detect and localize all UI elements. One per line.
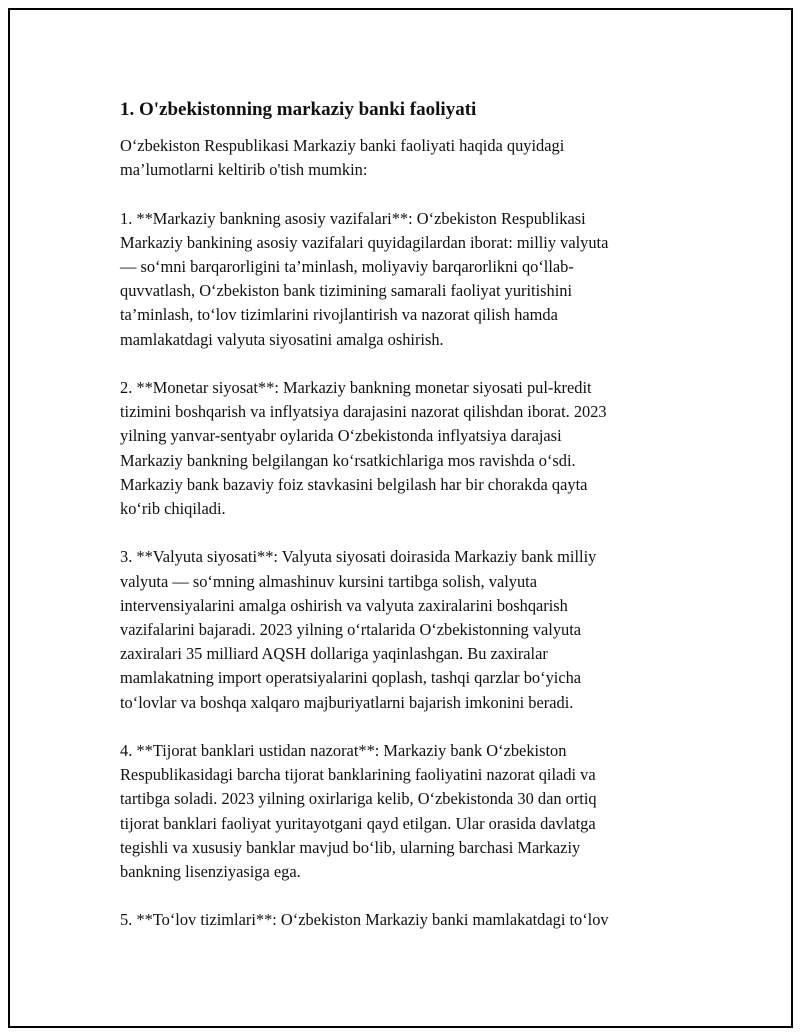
text-line: Markaziy bankining asosiy vazifalari quyidagilardan iborat: milliy valyuta: [120, 232, 609, 252]
section-5-paragraph: [120, 908, 700, 932]
section-1-paragraph: [120, 207, 700, 352]
text-line: to‘lovlar va boshqa xalqaro majburiyatlarni bajarish imkonini beradi.: [120, 692, 574, 712]
text-line: 5. **To‘lov tizimlari**: O‘zbekiston Markaziy banki mamlakatdagi to‘lov: [120, 910, 609, 930]
text-line: tizimini boshqarish va inflyatsiya darajasini nazorat qilishdan iborat. 2023: [120, 402, 607, 422]
document-heading: 1. O'zbekistonning markaziy banki faoliyati: [120, 99, 477, 120]
text-line: tartibga soladi. 2023 yilning oxirlariga kelib, O‘zbekistonda 30 dan ortiq: [120, 789, 597, 809]
text-line: mamlakatning import operatsiyalarini qoplash, tashqi qarzlar bo‘yicha: [120, 668, 582, 688]
text-line: Markaziy bank bazaviy foiz stavkasini belgilash har bir chorakda qayta: [120, 474, 588, 494]
intro-paragraph: [120, 134, 700, 182]
text-line: quvvatlash, O‘zbekiston bank tizimining samarali faoliyat yuritishini: [120, 281, 573, 301]
text-line: yilning yanvar-sentyabr oylarida O‘zbekistonda inflyatsiya darajasi: [120, 426, 562, 446]
text-line: vazifalarini bajaradi. 2023 yilning o‘rtalarida O‘zbekistonning valyuta: [120, 620, 582, 640]
text-line: ta’minlash, to‘lov tizimlarini rivojlantirish va nazorat qilish hamda: [120, 305, 558, 325]
text-line: 4. **Tijorat banklari ustidan nazorat**: Markaziy bank O‘zbekiston: [120, 741, 567, 761]
text-line: 3. **Valyuta siyosati**: Valyuta siyosati doirasida Markaziy bank milliy: [120, 547, 597, 567]
section-3-paragraph: [120, 545, 700, 714]
section-2-paragraph: [120, 376, 700, 521]
text-line: tegishli va xususiy banklar mavjud bo‘lib, ularning barchasi Markaziy: [120, 837, 581, 857]
text-line: Respublikasidagi barcha tijorat banklarining faoliyatini nazorat qiladi va: [120, 765, 596, 785]
text-line: zaxiralari 35 milliard AQSH dollariga yaqinlashgan. Bu zaxiralar: [120, 644, 548, 664]
text-line: valyuta — so‘mning almashinuv kursini tartibga solish, valyuta: [120, 571, 537, 591]
document-body: [120, 98, 700, 957]
text-line: ma’lumotlarni keltirib o'tish mumkin:: [120, 160, 368, 180]
text-line: intervensiyalarini amalga oshirish va valyuta zaxiralarini boshqarish: [120, 595, 568, 615]
text-line: 1. **Markaziy bankning asosiy vazifalari**: O‘zbekiston Respublikasi: [120, 208, 586, 228]
text-line: tijorat banklari faoliyat yuritayotgani qayd etilgan. Ular orasida davlatga: [120, 813, 596, 833]
text-line: mamlakatdagi valyuta siyosatini amalga oshirish.: [120, 329, 444, 349]
text-line: O‘zbekiston Respublikasi Markaziy banki faoliyati haqida quyidagi: [120, 136, 565, 155]
text-line: 2. **Monetar siyosat**: Markaziy bankning monetar siyosati pul-kredit: [120, 378, 592, 397]
section-4-paragraph: [120, 739, 700, 884]
page-frame: [8, 8, 793, 1028]
text-line: — so‘mni barqarorligini ta’minlash, moliyaviy barqarorlikni qo‘llab-: [120, 257, 574, 276]
text-line: Markaziy bankning belgilangan ko‘rsatkichlariga mos ravishda o‘sdi.: [120, 450, 576, 470]
text-line: ko‘rib chiqiladi.: [120, 499, 226, 519]
text-line: bankning lisenziyasiga ega.: [120, 862, 301, 882]
